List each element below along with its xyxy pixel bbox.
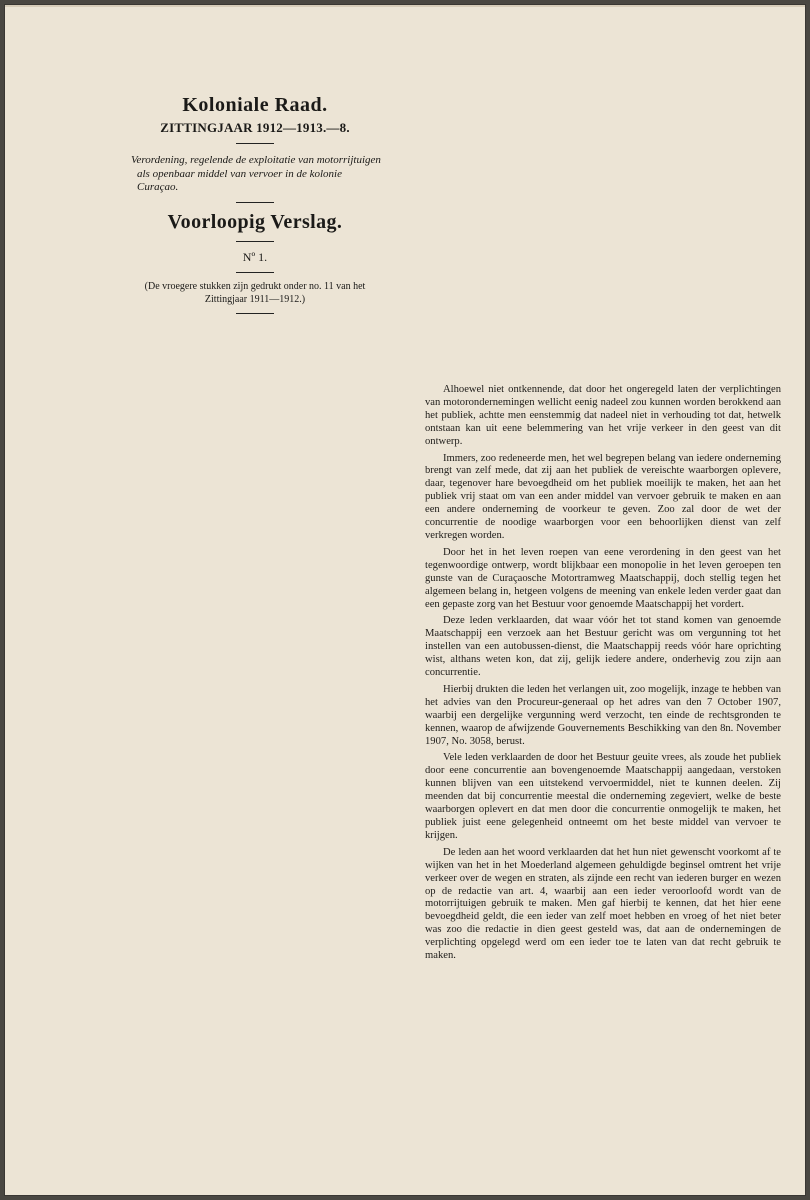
divider [236,241,274,242]
paragraph: Vele leden verklaarden de door het Bestuur geuite vrees, als zoude het publiek door eene concurrentie aan bovengenoemde Maatschappij aangedaan, verstoken kunnen blijven van een uitstekend vervoermiddel, niet te kunnen deelen. Zij meenden dat bij concurrentie meestal die onderneming zegeviert, welke de beste waarborgen oplevert en dat men door die concurrentie onmogelijk te maken, het publiek juist eene gelegenheid ontneemt om het beste middel van vervoer te krijgen. [425,752,781,841]
paragraph: Deze leden verklaarden, dat waar vóór het tot stand komen van genoemde Maatschappij een verzoek aan het Bestuur gericht was om vergunning tot het instellen van een autobussen-dienst, die Maatschappij reeds vóór hare oprichting wist, althans weten kon, dat zij, gelijk iedere andere, onderhevig zou zijn aan concurrentie. [425,615,781,679]
divider [236,272,274,273]
session-year: ZITTINGJAAR 1912—1913.—8. [160,120,350,135]
council-title: Koloniale Raad. [182,94,328,116]
paragraph: Door het in het leven roepen van eene verordening in den geest van het tegenwoordige ontwerp, wordt blijkbaar een monopolie in het leven geroepen ten gunste van de Curaçaosche Motortramweg Maatschappij, doch stellig tegen het algemeen belang in, hetgeen volgens de meening van enkele leden verder gaat dan een gepaste zorg van het Bestuur voor genoemde Maatschappij het vordert. [425,546,781,610]
reference-note: (De vroegere stukken zijn gedrukt onder no. 11 van het Zittingjaar 1911—1912.) [144,280,366,305]
paragraph: Alhoewel niet ontkennende, dat door het ongeregeld laten der verplichtingen van motorondernemingen wellicht eenig nadeel zou kunnen worden berokkend aan het publiek, achtte men eenstemmig dat nadeel niet in verhouding tot dat, hetwelk ontstaan kan uit eene belemmering van het vrije verkeer in den geest van dit ontwerp. [425,384,781,447]
subject-description: Verordening, regelende de exploitatie van motorrijtuigen als openbaar middel van vervoer in de kolonie Curaçao. [131,154,381,193]
paragraph: De leden aan het woord verklaarden dat het hun niet gewenscht voorkomt af te wijken van het in het Moederland algemeen gehuldigde beginsel omtrent het vrije verkeer over de wegen en straten, als zijnde een recht van iederen burger en wezen op de redactie van art. 4, waarbij aan een ieder veroorloofd wordt van de motorrijtuigen gebruik te maken. Men gaf hierbij te kennen, dat het hier eene bevoegdheid geldt, die een ieder van zelf moet hebben en vroeg of het niet beter was zoo die redactie in dien geest gesteld was, dat aan de ondernemingen de verplichting opgelegd werd om een ieder toe te laten van dat recht gebruik te maken. [425,846,781,962]
report-body [425,384,781,967]
page-edge [5,5,805,7]
divider [236,143,274,144]
document-page [4,4,806,1196]
paragraph: Immers, zoo redeneerde men, het wel begrepen belang van iedere onderneming brengt van zelf mede, dat zij aan het publiek de vereischte waarborgen oplevere, daar, tegenover hare bevoegdheid om het publiek moeilijk te maken, het aan het publiek vrij staat om van een ander middel van vervoer gebruik te maken en aan een andere onderneming de voorkeur te geven. Zoo zal door de wet der concurrentie de noodige waarborgen voor een behoorlijken dienst van zelf verkregen worden. [425,452,781,541]
report-title: Voorloopig Verslag. [167,210,343,233]
divider [236,313,274,314]
document-header [123,93,387,321]
paragraph: Hierbij drukten die leden het verlangen uit, zoo mogelijk, inzage te hebben van het advies van den Procureur-generaal op het adres van den 7 October 1907, waarbij een dergelijke vergunning werd verzocht, ten einde de rechtsgronden te kennen, waarop de afwijzende Gouvernements Beschikking van den 8n. November 1907, No. 3058, berust. [425,683,781,747]
document-number: Nº 1. [242,249,268,264]
divider [236,202,274,203]
